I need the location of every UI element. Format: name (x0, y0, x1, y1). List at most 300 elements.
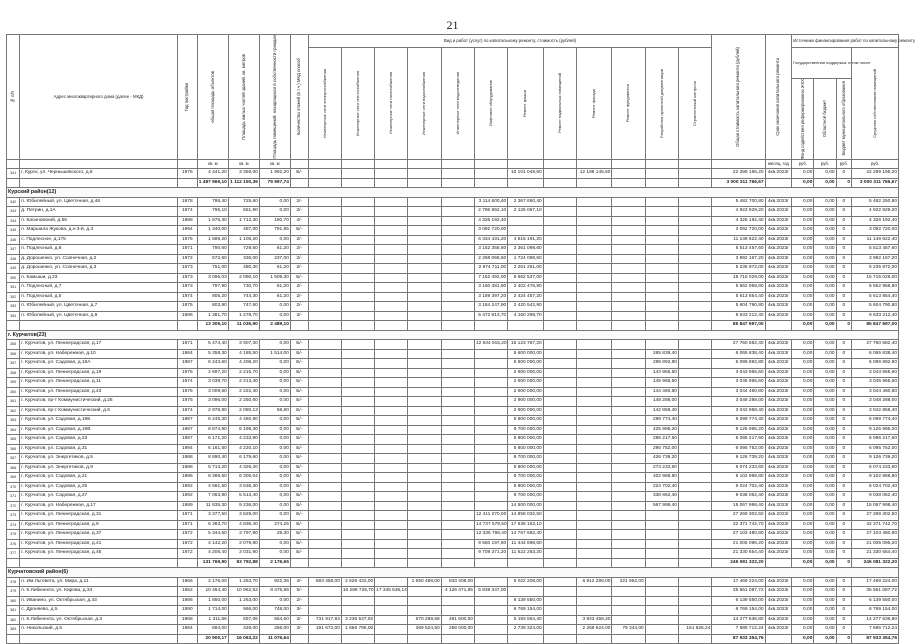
table-cell (375, 520, 408, 530)
table-cell (543, 492, 576, 502)
row-term: 4кв.2023г (765, 216, 792, 226)
row-area-other: 0,00 (259, 359, 290, 369)
work-cost-elec: 191 672,00 (308, 625, 341, 635)
table-row (7, 406, 899, 416)
row-owners: 6 139 550,00 (852, 596, 899, 606)
row-area-other: 0,00 (259, 511, 290, 521)
row-number: 368 (7, 463, 20, 473)
table-cell (645, 634, 678, 644)
row-address: г. Курчатов, ул. Садовая, д.18А (20, 359, 178, 369)
table-cell (576, 520, 611, 530)
row-fund: 0,00 (792, 216, 814, 226)
table-cell (375, 368, 408, 378)
table-cell (408, 539, 441, 549)
subtotal-cost: 87 933 354,76 (712, 634, 765, 644)
row-term: 4кв.2023г (765, 226, 792, 236)
table-cell (543, 226, 576, 236)
row-total-cost: 11 149 622,40 (712, 235, 765, 245)
table-row (7, 615, 899, 625)
row-year: 1973 (177, 283, 197, 293)
table-cell (474, 435, 507, 445)
table-cell (474, 577, 507, 587)
table-cell (308, 216, 341, 226)
row-fund: 0,00 (792, 273, 814, 283)
work-cost-design: 274 233,60 (645, 463, 678, 473)
table-cell (308, 359, 341, 369)
row-total-cost: 14 277 636,80 (712, 615, 765, 625)
table-cell (678, 406, 711, 416)
row-owners: 9 038 062,40 (852, 492, 899, 502)
row-address: г. Курчатов, ул. Набережная, д.17 (20, 501, 178, 511)
work-cost-roof: 2 402 476,90 (508, 283, 543, 293)
table-cell (177, 558, 197, 568)
unit-label: руб. (852, 159, 899, 169)
row-area-other: 1 992,20 (259, 169, 290, 179)
table-cell (375, 511, 408, 521)
row-fund: 0,00 (792, 292, 814, 302)
row-area-living: 10 962,52 (228, 587, 259, 597)
table-cell (408, 482, 441, 492)
row-area-total: 11 835,30 (197, 501, 228, 511)
row-owners: 11 149 622,40 (852, 235, 899, 245)
table-cell (308, 454, 341, 464)
work-col-header: Ремонт подвальных помещений (556, 73, 562, 134)
row-method: Б/- (290, 416, 308, 426)
work-col-header: Инженерные сети электроснабжения (321, 68, 327, 138)
row-address: п. К.Либкнехта, ул. Октябрьская, д.3 (20, 615, 178, 625)
row-area-total: 3 377,50 (197, 511, 228, 521)
row-area-living: 6 305,04 (228, 473, 259, 483)
row-area-living: 1 253,70 (228, 577, 259, 587)
section-header-row (7, 188, 899, 198)
row-municipal: 0 (836, 387, 852, 397)
work-cost-roof: 6 769 154,00 (508, 606, 543, 616)
table-cell (612, 454, 645, 464)
work-cost-roof: 2 367 650,40 (508, 197, 543, 207)
table-cell (441, 406, 474, 416)
table-cell (474, 321, 507, 331)
table-cell (576, 511, 611, 521)
row-year: 1972 (177, 539, 197, 549)
row-year: 1974 (177, 406, 197, 416)
row-method: Б/- (290, 454, 308, 464)
row-method: Б/- (290, 368, 308, 378)
table-cell (576, 254, 611, 264)
table-cell (308, 406, 341, 416)
row-address: г. Курчатов, ул. Садовая, д.19В (20, 425, 178, 435)
row-total-cost: 15 715 029,00 (712, 273, 765, 283)
row-area-other: 0,00 (259, 416, 290, 426)
row-term: 4кв.2023г (765, 387, 792, 397)
table-cell (308, 558, 341, 568)
table-cell (375, 197, 408, 207)
table-cell (441, 216, 474, 226)
table-cell (375, 283, 408, 293)
row-municipal: 0 (836, 444, 852, 454)
subtotal-area-total: 13 309,10 (197, 321, 228, 331)
table-cell (678, 501, 711, 511)
row-area-other: 0,00 (259, 539, 290, 549)
row-municipal: 0 (836, 292, 852, 302)
row-area-total: 1 340,00 (197, 226, 228, 236)
table-cell (341, 387, 374, 397)
table-cell (341, 416, 374, 426)
row-address: п. Подлесный, д.8 (20, 245, 178, 255)
row-method: 2/- (290, 596, 308, 606)
row-year: 1988 (177, 463, 197, 473)
work-cost-design: 426 739,20 (645, 454, 678, 464)
row-area-living: 2 079,80 (228, 539, 259, 549)
row-number: 348 (7, 254, 20, 264)
row-regional: 0,00 (814, 406, 836, 416)
work-col-header: Инженерные сети водоотведения (454, 72, 460, 135)
row-fund: 0,00 (792, 226, 814, 236)
row-owners: 5 482 250,80 (852, 197, 899, 207)
row-term: 4кв.2023г (765, 273, 792, 283)
work-cost-roof: 2 900 000,00 (508, 397, 543, 407)
subtotal-area-living: 93 792,88 (228, 558, 259, 568)
row-number: 369 (7, 473, 20, 483)
work-cost-design: 144 460,80 (645, 387, 678, 397)
table-cell (612, 444, 645, 454)
table-cell (441, 492, 474, 502)
work-cost-roof: 5 800 000,00 (508, 444, 543, 454)
row-address: г. Курчатов, ул. Энергетиков, д.9 (20, 463, 178, 473)
row-address: г. Курчатов, ул. Ленинградская, д.31 (20, 511, 178, 521)
row-address: г. Курчатов, ул. Энергетиков, д.5 (20, 454, 178, 464)
row-fund: 0,00 (792, 473, 814, 483)
row-number: 380 (7, 596, 20, 606)
row-method: 4/- (290, 216, 308, 226)
table-row (7, 606, 899, 616)
table-cell (375, 596, 408, 606)
work-cost-roof: 14 500 000,00 (508, 501, 543, 511)
table-cell (612, 473, 645, 483)
row-area-other: 748,00 (259, 606, 290, 616)
row-term: 4кв.2023г (765, 549, 792, 559)
row-owners: 21 330 654,40 (852, 549, 899, 559)
subtotal-regional: 0,00 (814, 634, 836, 644)
table-cell (543, 615, 576, 625)
row-area-total: 684,00 (197, 625, 228, 635)
table-cell (375, 492, 408, 502)
capital-repair-table (6, 34, 915, 644)
row-total-cost: 27 760 682,40 (712, 340, 765, 350)
work-cost-design: 338 862,40 (645, 492, 678, 502)
table-row (7, 473, 899, 483)
table-cell (408, 387, 441, 397)
row-owners: 6 099 892,80 (852, 359, 899, 369)
table-cell (543, 511, 576, 521)
row-term: 4кв.2023г (765, 435, 792, 445)
row-owners: 6 065 838,40 (852, 349, 899, 359)
row-term: 4кв.2023г (765, 425, 792, 435)
table-cell (612, 425, 645, 435)
row-municipal: 0 (836, 425, 852, 435)
row-owners: 27 103 480,80 (852, 530, 899, 540)
row-owners: 17 469 224,00 (852, 577, 899, 587)
row-municipal: 0 (836, 226, 852, 236)
row-address: п. Подлесный, д.5 (20, 292, 178, 302)
table-cell (543, 454, 576, 464)
row-area-living: 2 215,70 (228, 368, 259, 378)
row-owners: 9 125 995,20 (852, 425, 899, 435)
row-area-total: 7 063,80 (197, 492, 228, 502)
row-owners: 5 513 457,60 (852, 245, 899, 255)
row-number: 360 (7, 387, 20, 397)
row-number: 381 (7, 606, 20, 616)
row-fund: 0,00 (792, 359, 814, 369)
work-cost-heat: 16 289 725,70 (341, 587, 374, 597)
row-number: 353 (7, 302, 20, 312)
table-cell (678, 482, 711, 492)
row-number: 354 (7, 311, 20, 321)
row-owners: 21 005 096,20 (852, 539, 899, 549)
table-cell (612, 463, 645, 473)
row-number: 376 (7, 539, 20, 549)
table-row (7, 454, 899, 464)
subtotal-owners: 87 933 354,76 (852, 634, 899, 644)
row-area-other: 29,30 (259, 530, 290, 540)
unit-label: месяц, год (765, 159, 792, 169)
table-cell (678, 368, 711, 378)
table-cell (576, 454, 611, 464)
table-cell (543, 283, 576, 293)
row-number: 377 (7, 549, 20, 559)
table-cell (341, 178, 374, 188)
table-cell (474, 492, 507, 502)
work-cost-roof: 2 126 067,10 (508, 207, 543, 217)
table-cell (645, 264, 678, 274)
row-number: 362 (7, 406, 20, 416)
row-method: Б/- (290, 444, 308, 454)
row-number: 343 (7, 207, 20, 217)
table-cell (341, 482, 374, 492)
row-term: 4кв.2023г (765, 482, 792, 492)
row-term: 4кв.2023г (765, 406, 792, 416)
row-term: 4кв.2023г (765, 359, 792, 369)
table-cell (441, 311, 474, 321)
row-area-living: 4 408,20 (228, 359, 259, 369)
page-number: 21 (446, 18, 459, 32)
row-total-cost: 9 102 988,80 (712, 473, 765, 483)
table-row (7, 577, 899, 587)
table-cell (612, 359, 645, 369)
row-term: 4кв.2023г (765, 340, 792, 350)
table-cell (441, 197, 474, 207)
row-year: 1971 (177, 511, 197, 521)
table-cell (308, 530, 341, 540)
col-address-header: Адрес многоквартирного дома (далее - МКД) (20, 35, 178, 160)
row-regional: 0,00 (814, 596, 836, 606)
work-cost-elev: 3 152 358,60 (474, 245, 507, 255)
row-area-other: 0,00 (259, 596, 290, 606)
row-area-other: 61,20 (259, 292, 290, 302)
row-method: 3/- (290, 311, 308, 321)
row-method: Б/- (290, 501, 308, 511)
table-cell (375, 634, 408, 644)
row-area-total: 5 344,60 (197, 530, 228, 540)
table-row (7, 216, 899, 226)
table-cell (678, 292, 711, 302)
row-fund: 0,00 (792, 349, 814, 359)
row-term: 4кв.2023г (765, 397, 792, 407)
table-cell (543, 473, 576, 483)
row-total-cost: 6 139 550,00 (712, 596, 765, 606)
table-cell (308, 273, 341, 283)
table-cell (576, 539, 611, 549)
row-municipal: 0 (836, 549, 852, 559)
table-cell (508, 587, 543, 597)
row-area-other: 0,00 (259, 340, 290, 350)
row-method: Б/- (290, 349, 308, 359)
row-address: г. Курчатов, пр-т Коммунистический, д.25 (20, 397, 178, 407)
row-area-total: 8 395,60 (197, 473, 228, 483)
row-total-cost: 6 099 892,80 (712, 359, 765, 369)
table-cell (408, 178, 441, 188)
table-cell (645, 520, 678, 530)
work-col-header: Инженерные сети теплоснабжения (354, 70, 360, 136)
row-municipal: 0 (836, 587, 852, 597)
table-cell (308, 311, 341, 321)
work-group-header: Вид и работ (услуг) по капитальному ремонту, стоимость (рублей) (308, 35, 712, 48)
table-cell (645, 340, 678, 350)
row-total-cost: 27 103 480,80 (712, 530, 765, 540)
row-owners: 6 095 752,00 (852, 444, 899, 454)
row-number: 371 (7, 492, 20, 502)
table-cell (678, 378, 711, 388)
table-cell (678, 558, 711, 568)
table-row (7, 197, 899, 207)
table-cell (408, 207, 441, 217)
table-cell (441, 549, 474, 559)
row-address: с. Дроняево, д.5 (20, 606, 178, 616)
table-cell (308, 207, 341, 217)
table-cell (408, 634, 441, 644)
row-regional: 0,00 (814, 606, 836, 616)
row-total-cost: 5 613 854,40 (712, 292, 765, 302)
table-cell (408, 511, 441, 521)
row-total-cost: 21 005 096,20 (712, 539, 765, 549)
work-cost-elev: 14 737 579,50 (474, 520, 507, 530)
table-cell (308, 292, 341, 302)
table-cell (375, 321, 408, 331)
row-regional: 0,00 (814, 226, 836, 236)
subtotal-area-total: 20 900,17 (197, 634, 228, 644)
row-address: г. Курчатов, ул. Садовая, д.31 (20, 444, 178, 454)
table-cell (7, 634, 20, 644)
table-cell (576, 340, 611, 350)
table-cell (678, 216, 711, 226)
table-cell (474, 501, 507, 511)
table-row (7, 501, 899, 511)
row-fund: 0,00 (792, 444, 814, 454)
table-cell (678, 425, 711, 435)
table-cell (678, 463, 711, 473)
table-cell (441, 539, 474, 549)
table-cell (375, 539, 408, 549)
table-cell (543, 359, 576, 369)
table-cell (576, 492, 611, 502)
table-cell (678, 492, 711, 502)
row-area-other: 0,00 (259, 368, 290, 378)
table-cell (765, 634, 792, 644)
work-cost-roof: 2 361 098,60 (508, 245, 543, 255)
table-cell (678, 321, 711, 331)
row-method: 3/- (290, 606, 308, 616)
table-cell (375, 254, 408, 264)
row-year: 1972 (177, 254, 197, 264)
row-owners: 3 044 460,80 (852, 387, 899, 397)
section-header-row (7, 568, 899, 578)
row-fund: 0,00 (792, 245, 814, 255)
table-cell (576, 416, 611, 426)
row-regional: 0,00 (814, 501, 836, 511)
row-area-other: 274,25 (259, 520, 290, 530)
row-year: 1978 (177, 197, 197, 207)
row-year: 1984 (177, 625, 197, 635)
table-cell (408, 349, 441, 359)
table-cell (678, 197, 711, 207)
work-cost-facade: 12 188 145,60 (576, 169, 611, 179)
row-method: 3/- (290, 615, 308, 625)
row-regional: 0,00 (814, 311, 836, 321)
table-cell (290, 178, 308, 188)
row-fund: 0,00 (792, 454, 814, 464)
work-cost-elev: 12 411 270,00 (474, 511, 507, 521)
table-cell (308, 283, 341, 293)
table-cell (576, 178, 611, 188)
table-cell (290, 634, 308, 644)
row-total-cost: 3 043 865,60 (712, 368, 765, 378)
row-area-total: 572,60 (197, 254, 228, 264)
work-cost-roof: 2 900 000,00 (508, 368, 543, 378)
work-cost-design: 299 892,80 (645, 359, 678, 369)
table-cell (341, 245, 374, 255)
table-cell (576, 359, 611, 369)
table-cell (341, 539, 374, 549)
row-municipal: 0 (836, 378, 852, 388)
table-cell (543, 207, 576, 217)
unit-label: кв. м (228, 159, 259, 169)
row-total-cost: 6 074 233,60 (712, 463, 765, 473)
row-method: Б/- (290, 463, 308, 473)
row-regional: 0,00 (814, 463, 836, 473)
table-cell (612, 501, 645, 511)
units-row (7, 159, 899, 169)
table-cell (612, 207, 645, 217)
table-cell (678, 169, 711, 179)
table-cell (576, 273, 611, 283)
row-fund: 0,00 (792, 549, 814, 559)
row-area-total: 5 358,30 (197, 349, 228, 359)
row-area-other: 0,00 (259, 387, 290, 397)
table-cell (441, 387, 474, 397)
table-cell (678, 311, 711, 321)
table-cell (408, 492, 441, 502)
table-cell (408, 530, 441, 540)
table-cell (612, 520, 645, 530)
row-fund: 0,00 (792, 264, 814, 274)
row-regional: 0,00 (814, 169, 836, 179)
row-year: 1975 (177, 235, 197, 245)
table-row (7, 520, 899, 530)
table-cell (441, 473, 474, 483)
row-year: 1974 (177, 292, 197, 302)
table-cell (441, 368, 474, 378)
row-municipal: 0 (836, 283, 852, 293)
fin-col-header: Бюджет муниципального образования (840, 81, 846, 156)
